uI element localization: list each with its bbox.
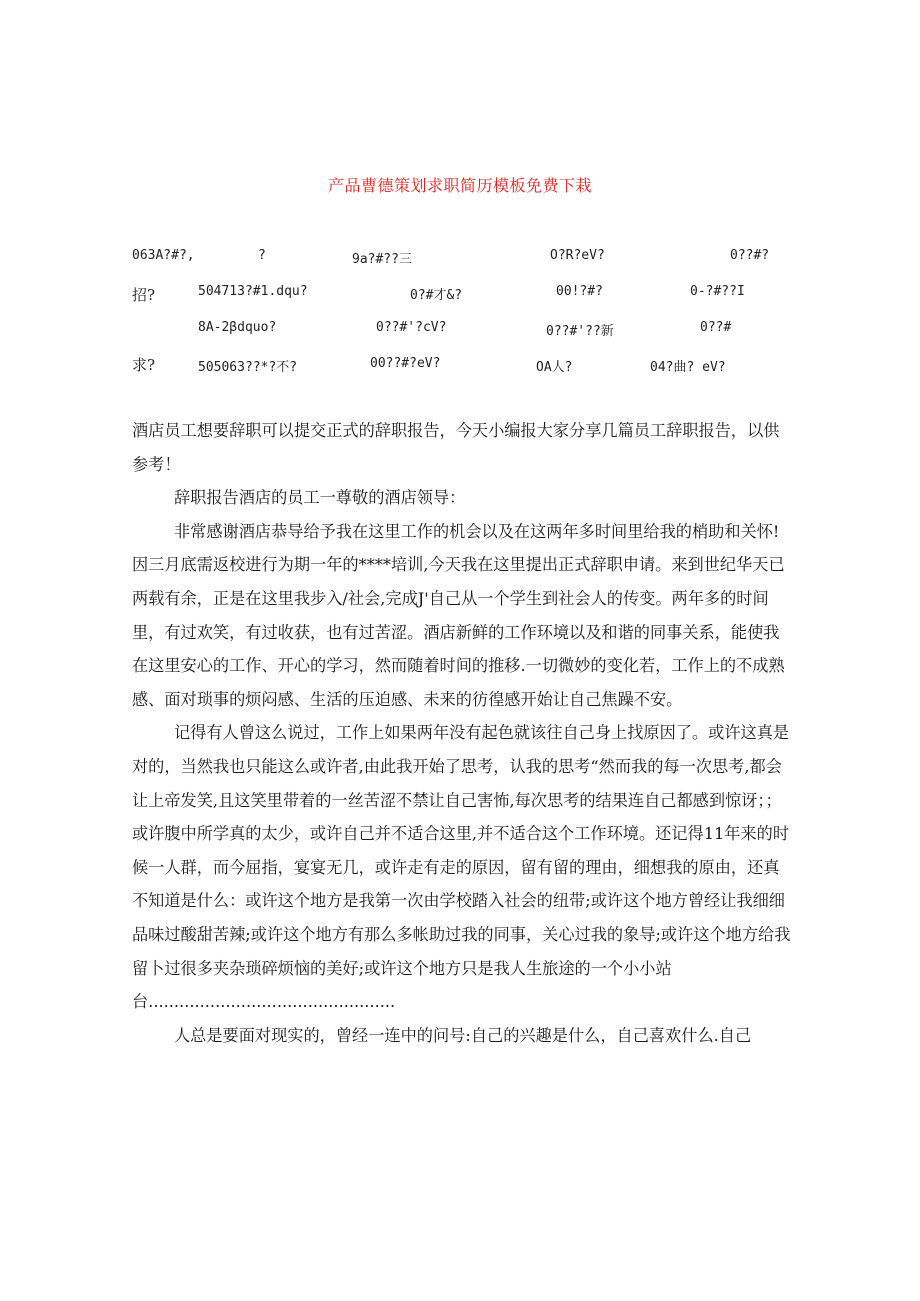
table-cell: 063A?#?, [132,248,195,263]
garbled-resume-table [0,0,920,380]
table-cell: 0-?#??I [690,284,745,299]
table-cell: 0??#'??新 [546,324,614,339]
table-row-label: 求? [132,356,156,374]
document-title: 产品曹德策划求职简历模板免费下栽 [327,176,592,195]
table-cell: 0??# [700,320,732,335]
table-cell: 504713?#1.dqu? [198,284,308,299]
section-heading: 辞职报告酒店的员工一尊敬的酒店领导： [174,488,466,508]
table-cell: O?R?eV? [550,248,605,263]
table-cell: OA人? [536,360,573,375]
table-cell: 0??#'?cV? [376,320,447,335]
table-cell: 8A-2βdquo? [198,320,277,335]
table-cell: 04?曲? eV? [650,360,726,375]
table-cell: ? [258,248,266,263]
body-paragraph: 记得有人曾这么说过，工作上如果两年没有起色就该往自己身上找原因了。或许这真是对的，当然我也只能这么或许者,由此我开始了思考，认我的思考“然而我的每一次思考,都会让上帝发笑,且这笑里带着的一丝苦涩不禁让自己害怖,每次思考的结果连自己都感到惊讶；；或许腹中所学真的太少，或许自己并不适合这里,并不适合这个工作环境。还记得11年来的时候一人群，而今屈指，宴宴无几，或许走有走的原因，留有留的理由，细想我的原由，还真不知道是什么：或许这个地方是我第一次由学校踏入社会的纽带;或许这个地方曾经让我细细品味过酸甜苦辣;或许这个地方有那么多帐助过我的同事，关心过我的象导;或许这个地方给我留卜过很多夹杂琐碎烦恼的美好;或许这个地方只是我人生旅途的一个小小站台................................................ [132,723,791,1012]
body-paragraph: 非常感谢酒店恭导给予我在这里工作的机会以及在这两年多时间里给我的梢助和关怀!因三月底需返校进行为期一年的****培训,今天我在这里提出正式辞职申请。来到世纪华天已两载有余，正是在这里我步入/社会,完成J'自己从一个学生到社会人的传变。两年多的时间里，有过欢笑，有过收获，也有过苦涩。酒店新鲜的工作环境以及和谐的同事关系，能使我在这里安心的工作、开心的学习，然而随着时间的推移.一切微妙的变化若，工作上的不成熟感、面对琐事的烦闷感、生活的压迫感、未来的彷徨感开始让自己焦躁不安。 [132,521,785,709]
table-cell: 00!?#? [556,284,603,299]
table-cell: 0?#才&? [410,288,463,303]
article-body [132,414,792,1052]
table-cell: 505063??*?不? [198,360,298,375]
intro-paragraph: 酒店员工想要辞职可以提交正式的辞职报告，今天小编报大家分享几篇员工辞职报告，以供参考！ [132,421,780,474]
body-paragraph: 人总是要面对现实的，曾经一连中的问号:自己的兴趣是什么，自己喜欢什么.自己 [174,1025,752,1045]
table-cell: 9a?#??三 [352,252,412,267]
table-row-label: 招? [132,286,156,304]
table-cell: 00??#?eV? [370,356,441,371]
table-cell: 0??#? [730,248,770,263]
